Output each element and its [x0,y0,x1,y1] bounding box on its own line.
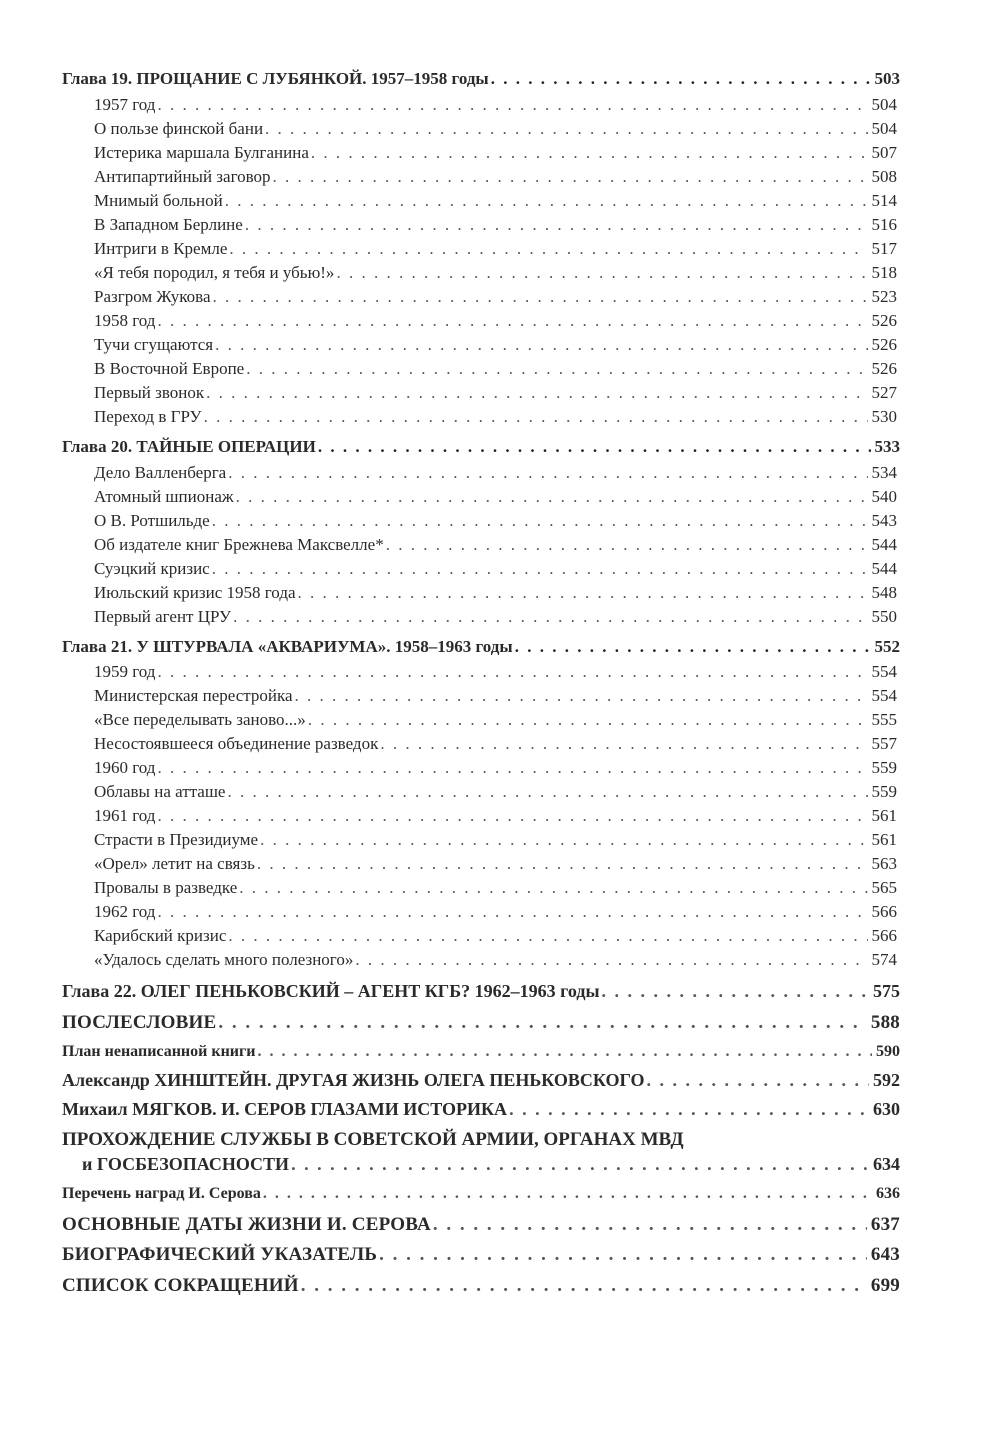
toc-chapter-21[interactable] [62,637,900,657]
toc-entry[interactable]: Первый агент ЦРУ . . . 550 [94,607,897,627]
toc-plan[interactable]: План ненаписанной книги . . . 590 [62,1043,900,1061]
toc-page-number: 533 [874,437,900,456]
toc-chapter-19[interactable] [62,69,900,89]
toc-entry[interactable]: Провалы в разведке . . . 565 [94,878,897,898]
toc-myagkov[interactable]: Михаил МЯГКОВ. И. СЕРОВ ГЛАЗАМИ ИСТОРИКА . . . 630 [62,1099,900,1120]
toc-entry[interactable]: Дело Валленберга . . . 534 [94,463,897,483]
toc-entry[interactable]: «Все переделывать заново...» . . . 555 [94,710,897,730]
toc-khinshtein[interactable]: Александр ХИНШТЕЙН. ДРУГАЯ ЖИЗНЬ ОЛЕГА ПЕНЬКОВСКОГО . . . 592 [62,1070,900,1091]
toc-chapter-title: Глава 21. У ШТУРВАЛА «АКВАРИУМА». 1958–1963 годы [62,637,513,656]
toc-chapter-title: Глава 20. ТАЙНЫЕ ОПЕРАЦИИ [62,437,316,456]
toc-entry[interactable]: Облавы на атташе . . . 559 [94,782,897,802]
toc-page-number: 552 [874,637,900,656]
toc-entry[interactable]: Карибский кризис . . . 566 [94,926,897,946]
toc-abbreviations[interactable]: СПИСОК СОКРАЩЕНИЙ . . . 699 [62,1275,900,1297]
toc-service[interactable]: и ГОСБЕЗОПАСНОСТИ . . . 634 [82,1154,900,1175]
toc-entry[interactable]: Разгром Жукова . . . 523 [94,287,897,307]
toc-entry[interactable]: Переход в ГРУ . . . 530 [94,407,897,427]
toc-entry[interactable]: 1962 год . . . 566 [94,902,897,922]
toc-page-number: 575 [873,981,900,1001]
toc-entry[interactable]: Атомный шпионаж . . . 540 [94,487,897,507]
toc-chapter-title: Глава 19. ПРОЩАНИЕ С ЛУБЯНКОЙ. 1957–1958 годы [62,69,489,88]
toc-entry[interactable]: Суэцкий кризис . . . 544 [94,559,897,579]
toc-entry[interactable]: 1958 год . . . 526 [94,311,897,331]
toc-entry[interactable]: Несостоявшееся объединение разведок . . . 557 [94,734,897,754]
toc-chapter-title: Глава 22. ОЛЕГ ПЕНЬКОВСКИЙ – АГЕНТ КГБ? 1962–1963 годы [62,981,600,1001]
toc-entry[interactable]: «Удалось сделать много полезного» . . . 574 [94,950,897,970]
toc-entry[interactable]: Тучи сгущаются . . . 526 [94,335,897,355]
toc-entry[interactable]: Интриги в Кремле . . . 517 [94,239,897,259]
toc-entry[interactable]: В Восточной Европе . . . 526 [94,359,897,379]
toc-entry[interactable]: 1957 год . . . 504 [94,95,897,115]
toc-entry[interactable]: Июльский кризис 1958 года . . . 548 [94,583,897,603]
toc-page-number: 503 [874,69,900,88]
toc-index[interactable]: БИОГРАФИЧЕСКИЙ УКАЗАТЕЛЬ . . . 643 [62,1244,900,1266]
toc-entry[interactable]: 1959 год . . . 554 [94,662,897,682]
toc-entry[interactable]: «Орел» летит на связь . . . 563 [94,854,897,874]
toc-entry[interactable]: 1961 год . . . 561 [94,806,897,826]
toc-entry[interactable]: О В. Ротшильде . . . 543 [94,511,897,531]
toc-chapter-20[interactable] [62,437,900,457]
toc-dates[interactable]: ОСНОВНЫЕ ДАТЫ ЖИЗНИ И. СЕРОВА . . . 637 [62,1214,900,1236]
toc-afterword[interactable]: ПОСЛЕСЛОВИЕ . . . 588 [62,1012,900,1034]
toc-entry[interactable]: Страсти в Президиуме . . . 561 [94,830,897,850]
toc-awards[interactable]: Перечень наград И. Серова . . . 636 [62,1185,900,1203]
toc-entry[interactable]: Первый звонок . . . 527 [94,383,897,403]
toc-entry[interactable]: Антипартийный заговор . . . 508 [94,167,897,187]
toc-entry[interactable]: 1960 год . . . 559 [94,758,897,778]
toc-entry[interactable]: Министерская перестройка . . . 554 [94,686,897,706]
toc-entry[interactable]: О пользе финской бани . . . 504 [94,119,897,139]
toc-entry[interactable]: «Я тебя породил, я тебя и убью!» . . . 518 [94,263,897,283]
toc-entry[interactable]: Мнимый больной . . . 514 [94,191,897,211]
toc-entry[interactable]: Об издателе книг Брежнева Максвелле* . . . 544 [94,535,897,555]
toc-service-line1[interactable]: ПРОХОЖДЕНИЕ СЛУЖБЫ В СОВЕТСКОЙ АРМИИ, ОРГАНАХ МВД [62,1129,684,1150]
toc-chapter-22[interactable] [62,981,900,1002]
toc-entry[interactable]: В Западном Берлине . . . 516 [94,215,897,235]
toc-entry[interactable]: Истерика маршала Булганина . . . 507 [94,143,897,163]
